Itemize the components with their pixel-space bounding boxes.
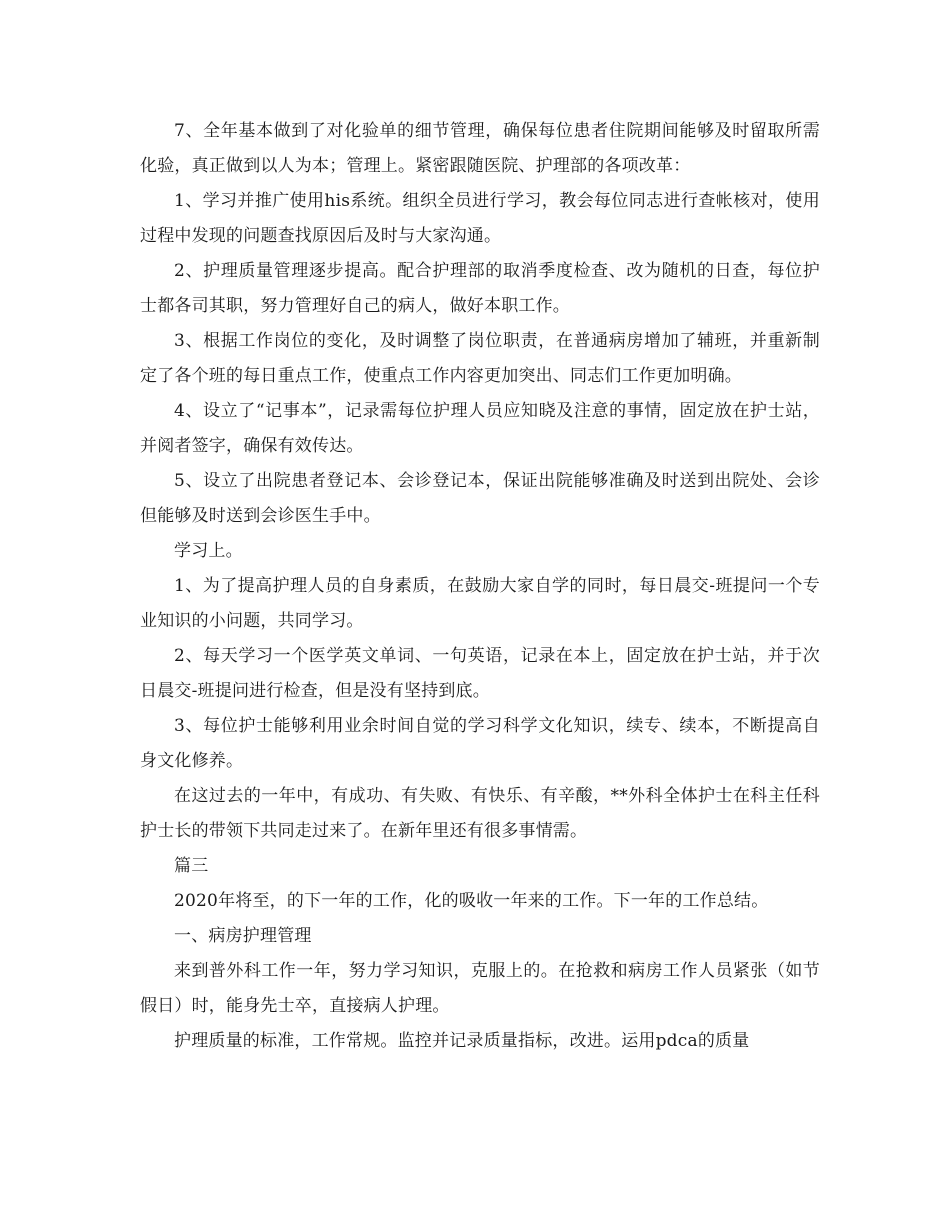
paragraph-study-heading: 学习上。 (174, 541, 243, 561)
paragraph-his-system: 1、学习并推广使用his系统。组织全员进行学习，教会每位同志进行查帐核对，使用过程中发现的问题查找原因后及时与大家沟通。 (140, 191, 820, 246)
paragraph-quality-standards: 护理质量的标准，工作常规。监控并记录质量指标，改进。运用pdca的质量 (174, 1031, 750, 1051)
paragraph-year-intro: 2020年将至，的下一年的工作，化的吸收一年来的工作。下一年的工作总结。 (174, 891, 769, 911)
paragraph-job-duties: 3、根据工作岗位的变化，及时调整了岗位职责，在普通病房增加了辅班，并重新制定了各个班的每日重点工作，使重点工作内容更加突出、同志们工作更加明确。 (140, 331, 820, 386)
paragraph-year-summary: 在这过去的一年中，有成功、有失败、有快乐、有辛酸，**外科全体护士在科主任科护士长的带领下共同走过来了。在新年里还有很多事情需。 (140, 786, 820, 841)
paragraph-study-item-1: 1、为了提高护理人员的自身素质，在鼓励大家自学的同时，每日晨交-班提问一个专业知识的小问题，共同学习。 (140, 576, 820, 631)
paragraph-lab-sheet-management: 7、全年基本做到了对化验单的细节管理，确保每位患者住院期间能够及时留取所需化验，真正做到以人为本；管理上。紧密跟随医院、护理部的各项改革： (140, 121, 820, 176)
paragraph-registration-books: 5、设立了出院患者登记本、会诊登记本，保证出院能够准确及时送到出院处、会诊但能够及时送到会诊医生手中。 (140, 471, 820, 526)
section-heading-part-three: 篇三 (174, 856, 209, 876)
paragraph-study-item-3: 3、每位护士能够利用业余时间自觉的学习科学文化知识，续专、续本，不断提高自身文化修养。 (140, 716, 820, 771)
paragraph-study-item-2: 2、每天学习一个医学英文单词、一句英语，记录在本上，固定放在护士站，并于次日晨交-班提问进行检查，但是没有坚持到底。 (140, 646, 820, 701)
paragraph-general-surgery: 来到普外科工作一年，努力学习知识，克服上的。在抢救和病房工作人员紧张（如节假日）时，能身先士卒，直接病人护理。 (140, 961, 820, 1016)
paragraph-notebook: 4、设立了“记事本”，记录需每位护理人员应知晓及注意的事情，固定放在护士站，并阅者签字，确保有效传达。 (140, 401, 820, 456)
document-body (140, 114, 820, 1059)
subheading-ward-nursing: 一、病房护理管理 (174, 926, 312, 946)
paragraph-quality-management: 2、护理质量管理逐步提高。配合护理部的取消季度检查、改为随机的日查，每位护士都各司其职，努力管理好自己的病人，做好本职工作。 (140, 261, 820, 316)
